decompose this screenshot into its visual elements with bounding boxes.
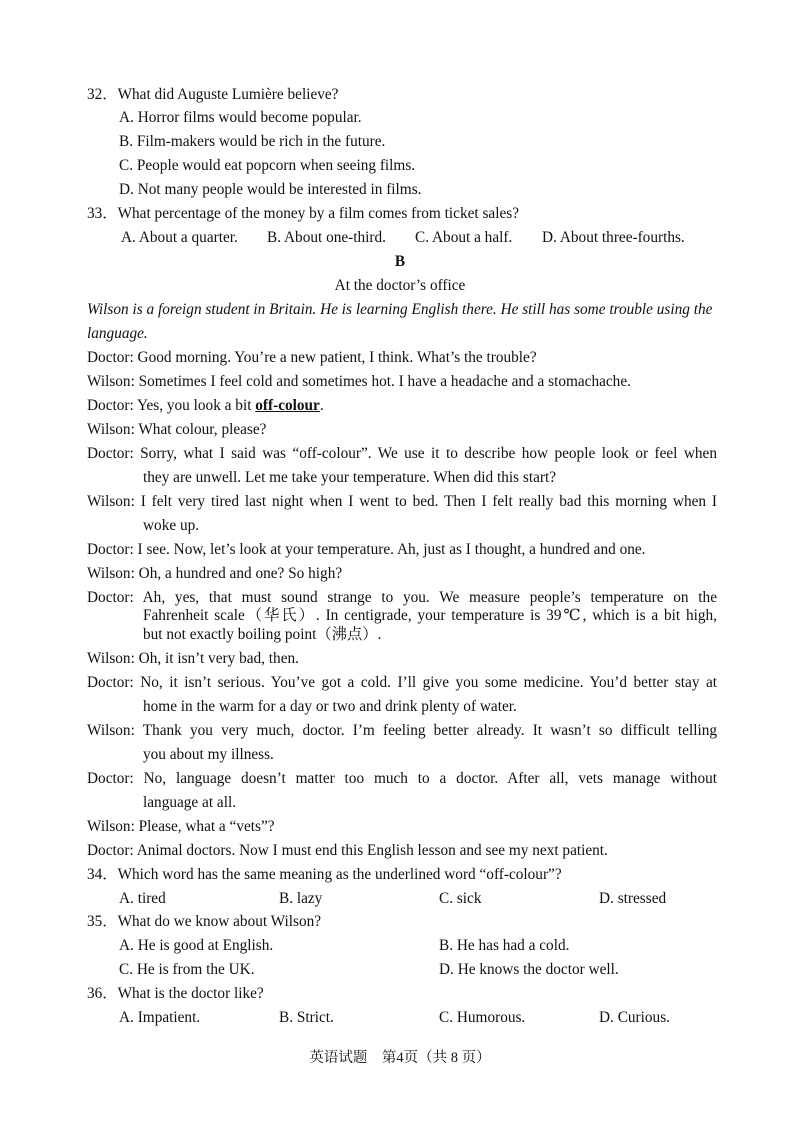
question-34-option-d: D. stressed [599, 890, 667, 907]
dialogue-text: . [319, 397, 324, 414]
question-35-option-d: D. He knows the doctor well. [439, 961, 619, 978]
dialogue-continuation: you about my illness. [143, 746, 274, 763]
dialogue-line: Doctor: Animal doctors. Now I must end this English lesson and see my next patient. [87, 842, 608, 859]
question-36-option-a: A. Impatient. [119, 1009, 201, 1026]
dialogue-line: Wilson: Sometimes I feel cold and sometimes hot. I have a headache and a stomachache. [87, 373, 631, 390]
question-35-option-a: A. He is good at English. [119, 937, 274, 954]
passage-title: At the doctor’s office [334, 277, 466, 294]
question-34-option-c: C. sick [439, 890, 482, 907]
dialogue-line: Doctor: Good morning. You’re a new patient, I think. What’s the trouble? [87, 349, 537, 366]
question-34-option-a: A. tired [119, 890, 166, 907]
question-35-stem: 35．What do we know about Wilson? [87, 913, 322, 930]
question-34-option-b: B. lazy [279, 890, 323, 907]
dialogue-line: Doctor: I see. Now, let’s look at your temperature. Ah, just as I thought, a hundred and one. [87, 541, 646, 558]
question-33-stem: 33．What percentage of the money by a film comes from ticket sales? [87, 205, 519, 222]
dialogue-line: Wilson: I felt very tired last night when I went to bed. Then I felt really bad this morning when I [87, 493, 717, 510]
dialogue-line: Doctor: No, language doesn’t matter too much to a doctor. After all, vets manage without [87, 770, 717, 787]
question-33-option-a: A. About a quarter. [121, 229, 238, 246]
dialogue-text: Doctor: Yes, you look a bit [87, 397, 256, 414]
question-36-option-d: D. Curious. [599, 1009, 670, 1026]
page-footer: 英语试题 第4页（共 8 页） [309, 1050, 491, 1066]
question-32-stem: 32．What did Auguste Lumière believe? [87, 86, 339, 103]
question-33-option-c: C. About a half. [415, 229, 513, 246]
dialogue-continuation: language at all. [143, 794, 237, 811]
question-35-option-b: B. He has had a cold. [439, 937, 570, 954]
question-36-stem: 36．What is the doctor like? [87, 985, 264, 1002]
question-33-option-b: B. About one-third. [267, 229, 386, 246]
dialogue-continuation: woke up. [143, 517, 200, 534]
dialogue-continuation: but not exactly boiling point（沸点）. [143, 626, 382, 643]
question-32-option-c: C. People would eat popcorn when seeing films. [119, 157, 416, 174]
question-36-option-b: B. Strict. [279, 1009, 334, 1026]
underlined-word: off-colour [255, 397, 320, 414]
dialogue-line: Doctor: No, it isn’t serious. You’ve got a cold. I’ll give you some medicine. You’d better stay at [87, 674, 717, 691]
dialogue-line: Wilson: Oh, a hundred and one? So high? [87, 565, 343, 582]
dialogue-line: Wilson: Thank you very much, doctor. I’m feeling better already. It wasn’t so difficult telling [87, 722, 717, 739]
question-32-option-b: B. Film-makers would be rich in the future. [119, 133, 386, 150]
question-36-option-c: C. Humorous. [439, 1009, 526, 1026]
question-34-stem: 34．Which word has the same meaning as the underlined word “off-colour”? [87, 866, 562, 883]
question-32-option-d: D. Not many people would be interested in films. [119, 181, 422, 198]
dialogue-line: Wilson: Please, what a “vets”? [87, 818, 275, 835]
dialogue-line: Wilson: Oh, it isn’t very bad, then. [87, 650, 299, 667]
dialogue-continuation: home in the warm for a day or two and drink plenty of water. [143, 698, 517, 715]
question-32-option-a: A. Horror films would become popular. [119, 109, 362, 126]
question-33-option-d: D. About three-fourths. [542, 229, 685, 246]
dialogue-line: Wilson: What colour, please? [87, 421, 267, 438]
passage-intro: Wilson is a foreign student in Britain. He is learning English there. He still has some trouble using the language. [87, 301, 713, 342]
dialogue-continuation: Fahrenheit scale（华氏）. In centigrade, your temperature is 39℃, which is a bit high, [143, 607, 717, 624]
dialogue-line: Doctor: Sorry, what I said was “off-colour”. We use it to describe how people look or feel when [87, 445, 717, 462]
dialogue-line [87, 394, 717, 418]
question-35-option-c: C. He is from the UK. [119, 961, 255, 978]
section-letter: B [394, 253, 406, 270]
dialogue-line: Doctor: Ah, yes, that must sound strange to you. We measure people’s temperature on the [87, 589, 717, 606]
dialogue-continuation: they are unwell. Let me take your temperature. When did this start? [143, 469, 557, 486]
